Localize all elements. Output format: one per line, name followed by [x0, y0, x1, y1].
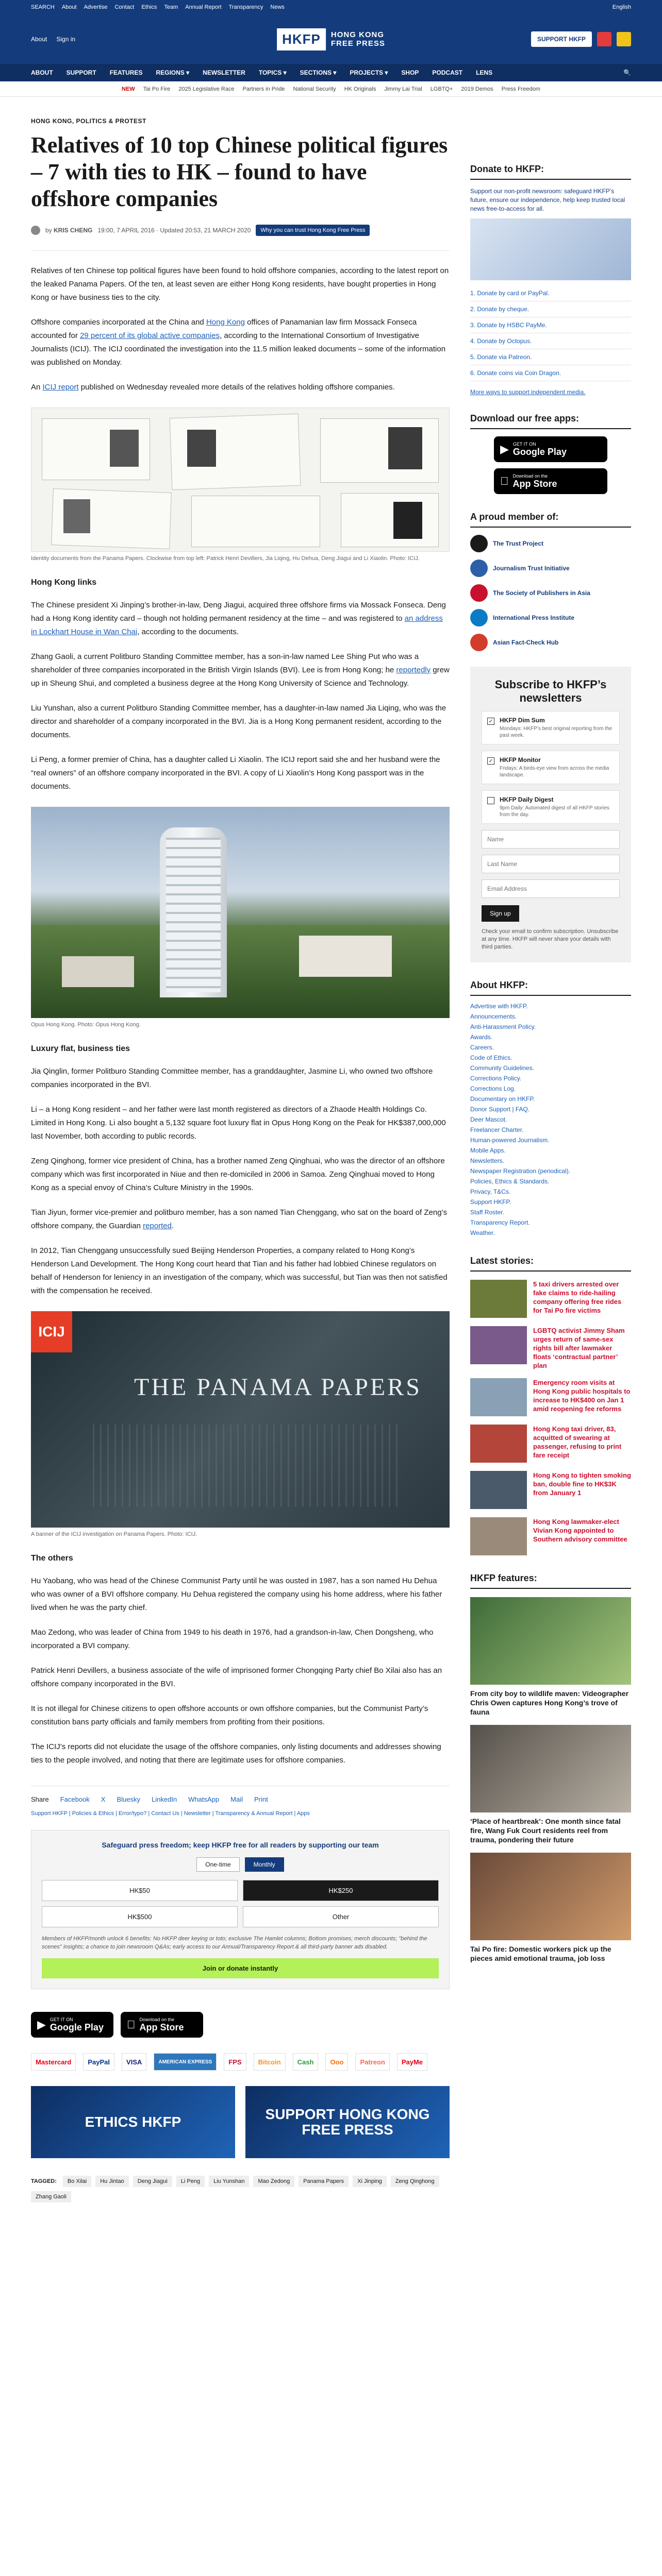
tag[interactable]: Xi Jinping — [353, 2176, 387, 2187]
paragraph: It is not illegal for Chinese citizens to open offshore accounts or own offshore companies, but the Communist Party’s constitution bans party officials and family members from profiting from their positions. — [31, 1704, 428, 1726]
about-link[interactable]: Freelancer Charter. — [470, 1126, 524, 1133]
about-link[interactable]: Code of Ethics. — [470, 1054, 512, 1061]
latest-story[interactable]: Hong Kong lawmaker-elect Vivian Kong appointed to Southern advisory committee — [470, 1517, 631, 1555]
article-main — [31, 97, 450, 2202]
paragraph: In 2012, Tian Chenggang unsuccessfully sued Beijing Henderson Properties, a company related to Hong Kong’s Henderson Land Development. The Hong Kong court heard that Tian and his father had lobbied Chinese regulators on behalf of Henderson for leniency in an investigation of the company, which was successful, but Tian was then not satisfied with the compensation he received. — [31, 1246, 448, 1295]
latest-widget — [470, 1256, 631, 1555]
figure-caption: Identity documents from the Panama Papers. Clockwise from top left: Patrick Henri Devillers, Jia Liqing, Hu Dehua, Deng Jiagui and Li Xiaolin. Photo: ICIJ. — [31, 555, 420, 562]
trending-item[interactable]: Jimmy Lai Trial — [384, 86, 422, 92]
donate-intro: Support our non-profit newsroom: safeguard HKFP’s future, ensure our independence, help keep trusted local news free-to-access for all. — [470, 188, 625, 212]
last-name-input[interactable] — [482, 855, 620, 873]
global-active-companies-link[interactable]: 29 percent of its global active companies — [80, 331, 220, 340]
latest-story[interactable]: Emergency room visits at Hong Kong public hospitals to increase to HK$400 on Jan 1 amid reopening fee reforms — [470, 1378, 631, 1416]
amount-option-selected[interactable]: HK$250 — [243, 1880, 439, 1901]
app-store-badge[interactable]: Download on the App Store — [121, 2012, 203, 2038]
nav-shop[interactable]: SHOP — [401, 69, 419, 76]
main-nav — [0, 64, 662, 81]
paragraph: Patrick Henri Devillers, a business associate of the wife of imprisoned former Chongqing Party chief Bo Xilai also has an offshore company incorporated in the BVI. — [31, 1666, 442, 1688]
about-link[interactable]: Mobile Apps. — [470, 1147, 506, 1154]
mastercard-logo: Mastercard — [31, 2053, 76, 2071]
donate-option[interactable]: 5. Donate via Patreon. — [470, 349, 631, 365]
newsletter-widget — [470, 667, 631, 962]
newsletter-option[interactable]: ✓ HKFP Dim Sum Mondays: HKFP’s best original reporting from the past week. — [482, 711, 620, 744]
sidebar-heading: Donate to HKFP: — [470, 164, 631, 180]
feature-image[interactable] — [470, 1853, 631, 1940]
paragraph: Li Peng, a former premier of China, has a daughter called Li Xiaolin. The ICIJ report said she and her husband were the “real owners” of an offshore company incorporated in the BVI. A copy of Li Xiaolin’s Hong Kong passport was in the documents. — [31, 755, 440, 791]
paragraph: The Chinese president Xi Jinping’s brother-in-law, Deng Jiagui, acquired three offshore firms via Mossack Fonseca. Deng had a Hong Kong identity card – though not holding permanent residency at the time – and was registered to an address in Lockhart House in Wan Chai, according to the documents. — [31, 601, 446, 636]
about-link[interactable]: About — [61, 4, 77, 10]
feature-image[interactable] — [470, 1725, 631, 1812]
cash-logo: Cash — [293, 2053, 319, 2071]
tag[interactable]: Li Peng — [176, 2176, 205, 2187]
logo-box: HKFP — [277, 28, 326, 50]
about-link[interactable]: Policies, Ethics & Standards. — [470, 1178, 550, 1185]
hong-kong-link[interactable]: Hong Kong — [206, 318, 245, 327]
latest-story[interactable]: Hong Kong to tighten smoking ban, double fine to HK$3K from January 1 — [470, 1471, 631, 1509]
share-label: Share — [31, 1795, 49, 1803]
amex-logo: AMERICAN EXPRESS — [154, 2053, 217, 2071]
nav-sections[interactable]: SECTIONS ▾ — [300, 69, 337, 76]
donate-box — [31, 1830, 450, 1989]
patreon-logo: Patreon — [355, 2053, 389, 2071]
ethics-link[interactable]: Ethics — [141, 4, 157, 10]
story-thumbnail — [470, 1425, 527, 1463]
trending-item[interactable]: National Security — [293, 86, 336, 92]
about-link[interactable]: Deer Mascot. — [470, 1116, 507, 1123]
byline — [31, 225, 450, 236]
latest-story[interactable]: 5 taxi drivers arrested over fake claims to ride-hailing company offering free rides for Tai Po fire victims — [470, 1280, 631, 1318]
tag[interactable]: Hu Jintao — [95, 2176, 128, 2187]
share-facebook[interactable]: Facebook — [60, 1795, 90, 1803]
sidebar-heading: HKFP features: — [470, 1573, 631, 1589]
about-link[interactable]: Documentary on HKFP. — [470, 1095, 535, 1103]
join-donate-button[interactable]: Join or donate instantly — [42, 1958, 439, 1978]
tagged-label: TAGGED: — [31, 2178, 57, 2184]
monthly-tab[interactable]: Monthly — [245, 1857, 284, 1872]
masthead — [0, 14, 662, 64]
trust-project-logo — [470, 535, 488, 552]
paragraph: Tian Jiyun, former vice-premier and politburo member, has a son named Tian Chenggang, who sat on the board of Zeng’s offshore company, the Guardian reported. — [31, 1208, 448, 1230]
feature-title[interactable]: Tai Po fire: Domestic workers pick up the pieces amid emotional trauma, job loss — [470, 1945, 611, 1962]
lockhart-house-link[interactable]: an address in Lockhart House in Wan Chai — [31, 614, 443, 636]
about-link[interactable]: Anti-Harassment Policy. — [470, 1023, 536, 1030]
about-link[interactable]: Support HKFP. — [470, 1198, 511, 1206]
amount-option[interactable]: HK$500 — [42, 1906, 238, 1927]
share-bar — [31, 1786, 450, 1803]
nav-lens[interactable]: LENS — [476, 69, 493, 76]
nav-projects[interactable]: PROJECTS ▾ — [350, 69, 388, 76]
email-input[interactable] — [482, 879, 620, 898]
member-org[interactable]: Journalism Trust Initiative — [470, 560, 631, 577]
nav-features[interactable]: FEATURES — [109, 69, 143, 76]
tag[interactable]: Zeng Qinghong — [391, 2176, 439, 2187]
member-org[interactable]: The Trust Project — [470, 535, 631, 552]
about-link[interactable]: Donor Support | FAQ. — [470, 1106, 530, 1113]
guardian-reported-link[interactable]: reported — [143, 1222, 172, 1230]
about-link[interactable]: Announcements. — [470, 1013, 517, 1020]
reportedly-link[interactable]: reportedly — [396, 666, 431, 674]
apple-icon — [127, 2018, 136, 2031]
why-trust-button[interactable]: Why you can trust Hong Kong Free Press — [256, 225, 370, 236]
about-link[interactable]: Staff Roster. — [470, 1209, 504, 1216]
newsletter-option[interactable]: ✓ HKFP Monitor Fridays: A birds-eye view from across the media landscape. — [482, 751, 620, 784]
trending-item[interactable]: Partners in Pride — [242, 86, 285, 92]
trending-bar — [0, 81, 662, 97]
article-body — [31, 250, 450, 1767]
share-linkedin[interactable]: LinkedIn — [152, 1795, 177, 1803]
newsletter-option[interactable]: HKFP Daily Digest 9pm Daily: Automated digest of all HKFP stories from the day. — [482, 790, 620, 824]
trending-item[interactable]: 2019 Demos — [461, 86, 493, 92]
visa-logo: VISA — [122, 2053, 146, 2071]
icij-figure — [31, 1311, 450, 1538]
nav-about[interactable]: ABOUT — [31, 69, 53, 76]
tag[interactable]: Zhang Gaoli — [31, 2191, 71, 2202]
story-thumbnail — [470, 1280, 527, 1318]
author-label: by KRIS CHENG — [45, 227, 93, 234]
paragraph: Zhang Gaoli, a current Politburo Standing Committee member, has a son-in-law named Lee Shing Put who was a shareholder of three companies incorporated in the British Virgin Islands (BVI). Lee is from Hong Kong; he reportedly grew up in Sheung Shui, and completed a business degree at the Hong Kong University of Science and Technology. — [31, 652, 450, 688]
apple-icon — [500, 474, 509, 488]
tag[interactable]: Bo Xilai — [63, 2176, 91, 2187]
member-org[interactable]: International Press Institute — [470, 609, 631, 626]
yellow-square-icon[interactable] — [617, 32, 631, 46]
tag[interactable]: Mao Zedong — [253, 2176, 294, 2187]
tags-row — [31, 2176, 450, 2202]
news-link[interactable]: News — [270, 4, 285, 10]
red-square-icon[interactable] — [597, 32, 611, 46]
about-link[interactable]: Corrections Log. — [470, 1085, 516, 1092]
first-name-input[interactable] — [482, 830, 620, 849]
latest-story[interactable]: Hong Kong taxi driver, 83, acquitted of swearing at passenger, refusing to print fare receipt — [470, 1425, 631, 1463]
share-whatsapp[interactable]: WhatsApp — [188, 1795, 220, 1803]
amount-option[interactable]: HK$50 — [42, 1880, 238, 1901]
paragraph: The ICIJ’s reports did not elucidate the usage of the offshore companies, only listing documents and addresses showing ties to the people involved, and noting that there are legitimate uses for offshore companies. — [31, 1742, 441, 1765]
about-link[interactable]: Newsletters. — [470, 1157, 505, 1164]
paragraph: Li – a Hong Kong resident – and her father were last month registered as directors of a Zhaode Health Holdings Co. Limited in Hong Kong. Li also bought a 5,132 square foot luxury flat in Opus Hong Kong on the Peak for HK$387,000,000 last November, both according to public records. — [31, 1105, 446, 1141]
figure-caption: A banner of the ICIJ investigation on Panama Papers. Photo: ICIJ. — [31, 1531, 197, 1537]
transparency-link[interactable]: Transparency — [228, 4, 263, 10]
one-time-tab[interactable]: One-time — [196, 1857, 239, 1872]
paragraph: Zeng Qinghong, former vice president of China, has a brother named Zeng Qinghuai, who was the director of an offshore company which was first incorporated in Niue and then re-domiciled in 2006 in Samoa. Zeng Qinghuai moved to Hong Kong as a special envoy of China’s Culture Ministry in the 1990s. — [31, 1157, 445, 1192]
proud-member-widget — [470, 512, 631, 651]
panama-papers-title: THE PANAMA PAPERS — [134, 1374, 422, 1401]
paragraph: Jia Qinglin, former Politburo Standing Committee member, has a granddaughter, Jasmine Li, who owned two offshore companies incorporated in the BVI. — [31, 1067, 433, 1089]
donate-option[interactable]: 4. Donate by Octopus. — [470, 333, 631, 349]
paragraph: Offshore companies incorporated at the China and Hong Kong offices of Panamanian law firm Mossack Fonseca accounted for 29 percent of its global active companies, according to the International Consortium of Investigative Journalists (ICIJ). The ICIJ coordinated the investigation into the 11.5 million leaked documents – some of the information was published on Monday. — [31, 318, 446, 367]
nav-newsletter[interactable]: NEWSLETTER — [203, 69, 245, 76]
paypal-logo: PayPal — [83, 2053, 114, 2071]
search-icon[interactable]: 🔍 — [623, 69, 631, 76]
fps-logo: FPS — [224, 2053, 246, 2071]
sidebar-heading: A proud member of: — [470, 512, 631, 528]
story-thumbnail — [470, 1378, 527, 1416]
feature-image[interactable] — [470, 1597, 631, 1685]
masthead-signin-link[interactable]: Sign in — [56, 36, 76, 43]
about-link[interactable]: Awards. — [470, 1033, 493, 1041]
share-x[interactable]: X — [101, 1795, 106, 1803]
annual-report-link[interactable]: Annual Report — [185, 4, 222, 10]
donate-widget — [470, 164, 631, 396]
identity-documents-image — [31, 408, 450, 552]
support-banner[interactable]: SUPPORT HONG KONG FREE PRESS — [245, 2086, 450, 2158]
hkfp-logo[interactable] — [277, 28, 385, 50]
about-link[interactable]: Advertise with HKFP. — [470, 1003, 528, 1010]
newsletter-heading: Subscribe to HKFP’s newsletters — [494, 678, 607, 704]
features-widget — [470, 1573, 631, 1963]
about-link[interactable]: Transparency Report. — [470, 1219, 530, 1226]
donate-note: Members of HKFP/month unlock 6 benefits: No HKFP deer keying or toto; exclusive The Hamlet columns; Bottom promises; merch discounts; "behind the scenes" insights; a chance to join newsroom Q&As; early access to our Annual/Transparency Report & all third-party banner ads disabled. — [42, 1936, 427, 1950]
payme-logo: PayMe — [397, 2053, 427, 2071]
top-utility-bar — [0, 0, 662, 14]
nav-topics[interactable]: TOPICS ▾ — [258, 69, 287, 76]
author-name[interactable]: KRIS CHENG — [54, 227, 93, 234]
app-store-badge[interactable]: Download on the App Store — [494, 468, 607, 494]
about-link[interactable]: Corrections Policy. — [470, 1075, 522, 1082]
sidebar — [470, 164, 631, 1963]
app-badges — [31, 2012, 450, 2038]
story-thumbnail — [470, 1471, 527, 1509]
donate-option[interactable]: 2. Donate by cheque. — [470, 301, 631, 317]
nav-regions[interactable]: REGIONS ▾ — [156, 69, 190, 76]
nav-support[interactable]: SUPPORT — [66, 69, 96, 76]
documents-figure — [31, 408, 450, 563]
member-org[interactable]: The Society of Publishers in Asia — [470, 584, 631, 602]
google-play-badge[interactable]: ▶ GET IT ON Google Play — [31, 2012, 113, 2038]
donate-option[interactable]: 6. Donate coins via Coin Dragon. — [470, 365, 631, 381]
checkbox-checked[interactable]: ✓ — [487, 757, 494, 765]
about-link[interactable]: Community Guidelines. — [470, 1064, 535, 1072]
share-bluesky[interactable]: Bluesky — [117, 1795, 140, 1803]
paragraph: An ICIJ report published on Wednesday revealed more details of the relatives holding offshore companies. — [31, 383, 395, 392]
trending-item[interactable]: 2025 Legislative Race — [178, 86, 235, 92]
jti-logo — [470, 560, 488, 577]
ethics-banner[interactable]: ETHICS HKFP — [31, 2086, 235, 2158]
apps-widget — [470, 413, 631, 494]
about-link[interactable]: Privacy, T&Cs. — [470, 1188, 511, 1195]
about-link[interactable]: Human-powered Journalism. — [470, 1137, 550, 1144]
payment-methods — [31, 2053, 450, 2071]
contact-link[interactable]: Contact — [114, 4, 135, 10]
nav-podcast[interactable]: PODCAST — [432, 69, 463, 76]
google-play-badge[interactable]: ▶ GET IT ON Google Play — [494, 436, 607, 462]
logo-text — [331, 30, 385, 48]
article-dates: 19:00, 7 APRIL 2016 · Updated 20:53, 21 MARCH 2020 — [97, 227, 251, 234]
figure-caption: Opus Hong Kong. Photo: Opus Hong Kong. — [31, 1022, 141, 1028]
promo-banners — [31, 2086, 450, 2158]
trending-item[interactable]: HK Originals — [344, 86, 376, 92]
author-avatar — [31, 226, 40, 235]
about-widget — [470, 980, 631, 1238]
share-mail[interactable]: Mail — [230, 1795, 243, 1803]
google-play-icon: ▶ — [37, 2018, 46, 2031]
latest-story[interactable]: LGBTQ activist Jimmy Sham urges return of same-sex rights bill after lawmaker floats ‘contractual partner’ plan — [470, 1326, 631, 1370]
feature-title[interactable]: From city boy to wildlife maven: Videographer Chris Owen captures Hong Kong’s trove of fauna — [470, 1689, 629, 1716]
donate-image — [470, 218, 631, 280]
trending-item[interactable]: Press Freedom — [501, 86, 540, 92]
tag[interactable]: Panama Papers — [299, 2176, 349, 2187]
octopus-logo: Ooo — [325, 2053, 348, 2071]
bitcoin-logo: Bitcoin — [254, 2053, 286, 2071]
search-link[interactable]: SEARCH — [31, 4, 55, 10]
paragraph: Liu Yunshan, also a current Politburo Standing Committee member, has a daughter-in-law named Jia Liqing, who was the director and shareholder of a company incorporated in the BVI. Jia is a Hong Kong permanent resident, according to the documents. — [31, 704, 446, 739]
sidebar-heading: Latest stories: — [470, 1256, 631, 1272]
tag[interactable]: Liu Yunshan — [209, 2176, 249, 2187]
icij-report-link[interactable]: ICIJ report — [42, 383, 79, 392]
section-heading: The others — [31, 1554, 73, 1563]
about-link[interactable]: Weather. — [470, 1229, 495, 1236]
member-org[interactable]: Asian Fact-Check Hub — [470, 634, 631, 651]
paragraph: Relatives of ten Chinese top political figures have been found to hold offshore companies, according to the latest report on the leaked Panama Papers. Of the ten, at least seven are either Hong Kong residents, have bought properties in Hong Kong or have business ties to the city. — [31, 266, 449, 302]
section-heading: Hong Kong links — [31, 578, 97, 587]
opus-figure — [31, 807, 450, 1029]
donate-option[interactable]: 1. Donate by card or PayPal. — [470, 285, 631, 301]
trending-item[interactable]: LGBTQ+ — [430, 86, 453, 92]
icij-logo: ICIJ — [31, 1311, 72, 1352]
checkbox[interactable] — [487, 797, 494, 804]
article-title: Relatives of 10 top Chinese political figures – 7 with ties to HK – found to have offshore companies — [31, 132, 448, 211]
panama-papers-banner-image — [31, 1311, 450, 1528]
asian-fact-check-logo — [470, 634, 488, 651]
sidebar-heading: About HKFP: — [470, 980, 631, 996]
paragraph: Hu Yaobang, who was head of the Chinese Communist Party until he was ousted in 1987, has a son named Hu Dehua who was owner of a BVI offshore company. Hu Dehua registered the company using his home address, where his father lived when he was the party chief. — [31, 1577, 442, 1612]
about-link[interactable]: Careers. — [470, 1044, 494, 1051]
donate-box-title: Safeguard press freedom; keep HKFP free for all readers by supporting our team — [102, 1841, 379, 1849]
logo-line-2: FREE PRESS — [330, 39, 385, 48]
story-thumbnail — [470, 1517, 527, 1555]
share-print[interactable]: Print — [254, 1795, 268, 1803]
support-hkfp-button[interactable]: SUPPORT HKFP — [531, 31, 592, 47]
feature-title[interactable]: ‘Place of heartbreak’: One month since fatal fire, Wang Fuk Court residents reel from trauma, pondering their future — [470, 1817, 621, 1844]
about-link[interactable]: Newspaper Registration (periodical). — [470, 1167, 571, 1175]
new-label: NEW — [122, 86, 135, 92]
team-link[interactable]: Team — [164, 4, 178, 10]
sopa-logo — [470, 584, 488, 602]
google-play-icon: ▶ — [500, 443, 509, 455]
advertise-link[interactable]: Advertise — [84, 4, 108, 10]
opus-hong-kong-image — [31, 807, 450, 1018]
newsletter-note: Check your email to confirm subscription. Unsubscribe at any time. HKFP will never share your details with third parties. — [482, 928, 619, 950]
ipi-logo — [470, 609, 488, 626]
story-thumbnail — [470, 1326, 527, 1364]
meta-links[interactable]: Support HKFP | Policies & Ethics | Error/typo? | Contact Us | Newsletter | Transparency & Annual Report | Apps — [31, 1810, 310, 1817]
checkbox-checked[interactable]: ✓ — [487, 718, 494, 725]
donate-option[interactable]: 3. Donate by HSBC PayMe. — [470, 317, 631, 333]
section-heading: Luxury flat, business ties — [31, 1044, 130, 1053]
article-category[interactable]: HONG KONG, POLITICS & PROTEST — [31, 117, 146, 125]
amount-option-other[interactable]: Other — [243, 1906, 439, 1927]
masthead-about-link[interactable]: About — [31, 36, 47, 43]
language-link[interactable]: English — [612, 4, 631, 10]
trending-item[interactable]: Tai Po Fire — [143, 86, 171, 92]
paragraph: Mao Zedong, who was leader of China from 1949 to his death in 1976, had a grandson-in-law, Chen Dongsheng, who incorporated a BVI company. — [31, 1628, 434, 1650]
tag[interactable]: Deng Jiagui — [133, 2176, 172, 2187]
more-ways-link[interactable]: More ways to support independent media. — [470, 388, 586, 396]
signup-button[interactable]: Sign up — [482, 905, 519, 922]
logo-line-1: HONG KONG — [330, 30, 385, 39]
sidebar-heading: Download our free apps: — [470, 413, 631, 429]
